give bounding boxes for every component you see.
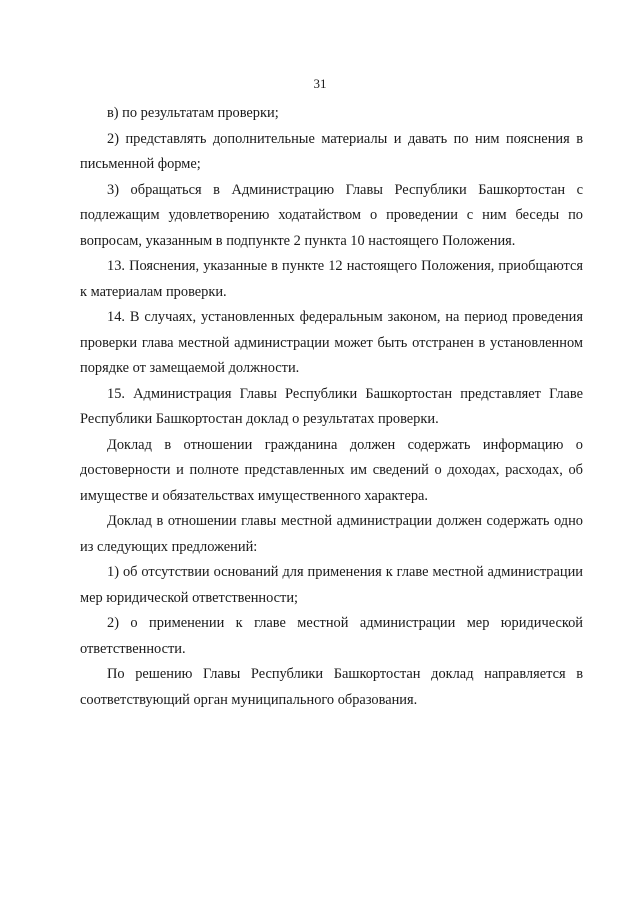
paragraph-item-v: в) по результатам проверки; [107,105,279,121]
paragraph-clause-14: 14. В случаях, установленных федеральным законом, на период проведения проверки глава местной администрации может быть отстранен в установленном порядке от замещаемой должности. [80,309,583,376]
page-number: 31 [313,76,327,91]
paragraph-head-report: Доклад в отношении главы местной администрации должен содержать одно из следующих предложений: [80,513,583,555]
paragraph-proposal-2: 2) о применении к главе местной администрации мер юридической ответственности. [80,615,583,657]
paragraph-item-3-appeal: 3) обращаться в Администрацию Главы Республики Башкортостан с подлежащим удовлетворению ходатайством о проведении с ним беседы по вопросам, указанным в подпункте 2 пункта 10 настоящего Положения. [80,181,583,249]
paragraph-clause-15: 15. Администрация Главы Республики Башкортостан представляет Главе Республики Башкортостан доклад о результатах проверки. [80,385,583,427]
paragraph-item-2-explanations: 2) представлять дополнительные материалы и давать по ним пояснения в письменной форме; [80,130,583,172]
paragraph-proposal-1: 1) об отсутствии оснований для применения к главе местной администрации мер юридической ответственности; [80,564,583,606]
document-body [80,101,583,713]
paragraph-clause-13: 13. Пояснения, указанные в пункте 12 настоящего Положения, приобщаются к материалам проверки. [80,258,583,300]
paragraph-report-direction: По решению Главы Республики Башкортостан доклад направляется в соответствующий орган муниципального образования. [80,666,583,708]
paragraph-citizen-report: Доклад в отношении гражданина должен содержать информацию о достоверности и полноте представленных им сведений о доходах, расходах, об имуществе и обязательствах имущественного характера. [80,436,583,504]
